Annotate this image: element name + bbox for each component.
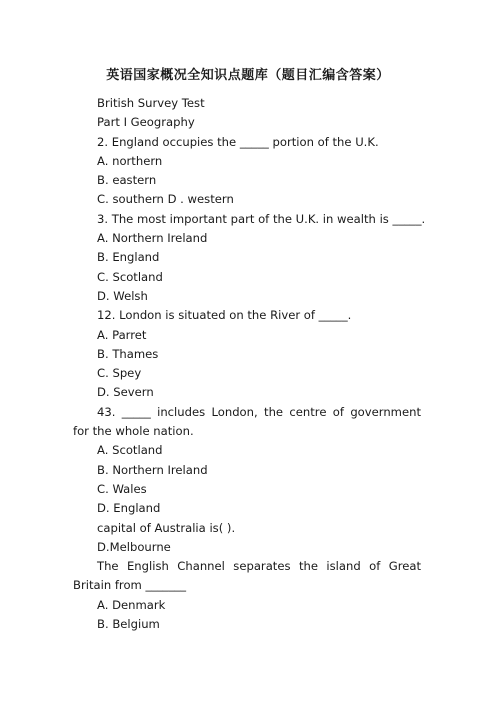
question-text: 12. London is situated on the River of _____.	[97, 308, 352, 323]
answer-option: A. Northern Ireland	[97, 231, 208, 246]
question-text: 2. England occupies the _____ portion of the U.K.	[97, 134, 379, 149]
document-title: 英语国家概况全知识点题库（题目汇编含答案）	[106, 68, 390, 83]
answer-option: A. northern	[97, 153, 163, 168]
answer-option: C. Scotland	[97, 269, 163, 284]
answer-option: A. Parret	[97, 327, 147, 342]
answer-option: B. Northern Ireland	[97, 462, 208, 477]
answer-option: D. Welsh	[97, 288, 148, 303]
answer-option: B. eastern	[97, 173, 157, 188]
answer-option: D.Melbourne	[97, 539, 171, 554]
answer-option: B. Belgium	[97, 617, 160, 632]
answer-option: D. England	[97, 501, 161, 516]
question-text: 43. _____ includes London, the centre of government for the whole nation.	[73, 404, 421, 439]
answer-option: C. southern D . western	[97, 192, 234, 207]
answer-option: A. Denmark	[97, 597, 166, 612]
question-text: The English Channel separates the island of Great Britain from _______	[73, 559, 421, 593]
answer-option: C. Spey	[97, 366, 142, 381]
answer-option: B. England	[97, 250, 160, 265]
answer-option: D. Severn	[97, 385, 154, 400]
answer-option: C. Wales	[97, 481, 147, 496]
document-body	[73, 94, 426, 634]
part-heading: Part I Geography	[97, 115, 195, 130]
section-heading: British Survey Test	[97, 96, 205, 110]
question-text: capital of Australia is( ).	[97, 520, 236, 535]
question-text: 3. The most important part of the U.K. in wealth is _____.	[97, 211, 426, 226]
answer-option: A. Scotland	[97, 443, 163, 458]
answer-option: B. Thames	[97, 346, 159, 361]
